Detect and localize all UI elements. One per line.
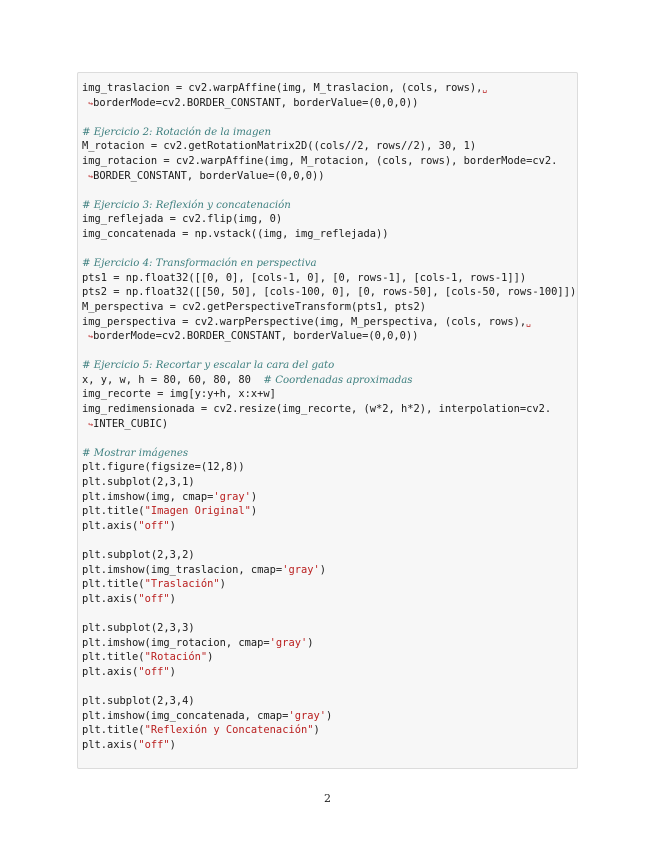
code-line <box>82 300 576 315</box>
code-comment-line <box>82 125 576 140</box>
comment-text: # Ejercicio 2: Rotación de la imagen <box>82 126 272 138</box>
string-literal: "Traslación" <box>144 578 220 591</box>
inline-comment: # Coordenadas aproximadas <box>263 374 413 386</box>
code-line <box>82 504 576 519</box>
code-line <box>82 285 576 300</box>
code-line <box>82 344 576 359</box>
string-literal: 'gray' <box>213 490 251 503</box>
code-text: img_rotacion = cv2.warpAffine(img, M_rotacion, (cols, rows), borderMode=cv2. <box>82 154 558 167</box>
code-text: plt.subplot(2,3,4) <box>82 694 195 707</box>
code-line <box>82 315 576 330</box>
code-text: INTER_CUBIC) <box>93 417 169 430</box>
code-line <box>82 636 576 651</box>
code-text: img_recorte = img[y:y+h, x:x+w] <box>82 388 276 401</box>
code-text: plt.imshow(img_rotacion, cmap= <box>82 636 270 649</box>
code-line <box>82 723 576 738</box>
code-text: plt.title( <box>82 505 145 518</box>
code-line <box>82 431 576 446</box>
code-text: img_redimensionada = cv2.resize(img_recorte, (w*2, h*2), interpolation=cv2. <box>82 403 552 416</box>
code-line <box>82 694 576 709</box>
code-line <box>82 709 576 724</box>
code-line <box>82 183 576 198</box>
page-number: 2 <box>324 792 331 805</box>
line-continuation-icon: ↪ <box>88 332 94 342</box>
code-text: img_perspectiva = cv2.warpPerspective(img, M_perspectiva, (cols, rows), <box>82 315 527 328</box>
code-text: plt.subplot(2,3,3) <box>82 621 195 634</box>
code-line <box>82 387 576 402</box>
string-literal: 'gray' <box>288 709 326 722</box>
code-text: pts1 = np.float32([[0, 0], [cols-1, 0], [0, rows-1], [cols-1, rows-1]]) <box>82 271 527 284</box>
code-cell <box>77 72 578 769</box>
code-text: img_reflejada = cv2.flip(img, 0) <box>82 213 283 226</box>
code-line <box>82 577 576 592</box>
code-text: plt.figure(figsize=(12,8)) <box>82 461 245 474</box>
code-text: M_rotacion = cv2.getRotationMatrix2D((cols//2, rows//2), 30, 1) <box>82 140 477 153</box>
string-literal: 'gray' <box>282 563 320 576</box>
line-continuation-icon: ↪ <box>88 98 94 108</box>
code-text: ) <box>169 738 176 751</box>
string-literal: "Imagen Original" <box>144 505 251 518</box>
code-text: ) <box>319 563 326 576</box>
code-line <box>82 519 576 534</box>
code-line <box>82 533 576 548</box>
code-text: plt.axis( <box>82 592 139 605</box>
code-text: ) <box>307 636 314 649</box>
comment-text: # Ejercicio 3: Reflexión y concatenación <box>82 199 291 211</box>
code-line <box>82 81 576 96</box>
code-comment-line <box>82 256 576 271</box>
code-text: ) <box>169 592 176 605</box>
code-line <box>82 271 576 286</box>
code-line <box>82 650 576 665</box>
code-text: ) <box>207 651 214 664</box>
code-text: plt.title( <box>82 578 145 591</box>
code-text: BORDER_CONSTANT, borderValue=(0,0,0)) <box>93 169 325 182</box>
code-line <box>82 475 576 490</box>
comment-text: # Ejercicio 4: Transformación en perspectiva <box>82 258 317 270</box>
code-text: borderMode=cv2.BORDER_CONSTANT, borderValue=(0,0,0)) <box>93 96 419 109</box>
code-text: ) <box>219 578 226 591</box>
code-text: pts2 = np.float32([[50, 50], [cols-100, 0], [0, rows-50], [cols-50, rows-100]]) <box>82 286 577 299</box>
code-text: img_concatenada = np.vstack((img, img_reflejada)) <box>82 227 389 240</box>
code-text: ) <box>250 490 258 503</box>
code-line <box>82 738 576 753</box>
code-comment-line <box>82 446 576 461</box>
code-line <box>82 460 576 475</box>
string-literal: "off" <box>138 519 170 532</box>
code-text: x, y, w, h = 80, 60, 80, 80 <box>82 373 264 386</box>
code-line <box>82 665 576 680</box>
code-line <box>82 329 576 344</box>
string-literal: "off" <box>138 592 170 605</box>
code-text: plt.subplot(2,3,1) <box>82 476 195 489</box>
code-text: ) <box>313 724 320 737</box>
string-literal: 'gray' <box>269 636 308 649</box>
code-line <box>82 402 576 417</box>
code-comment-line <box>82 358 576 373</box>
string-literal: "Rotación" <box>144 651 208 664</box>
code-text: ) <box>250 505 258 518</box>
string-literal: "off" <box>138 738 170 751</box>
code-line <box>82 417 576 432</box>
code-text: plt.imshow(img_concatenada, cmap= <box>82 709 289 722</box>
code-text: plt.axis( <box>82 665 139 678</box>
code-comment-line <box>82 198 576 213</box>
code-line <box>82 592 576 607</box>
code-text: plt.title( <box>82 651 145 664</box>
code-block <box>82 81 576 752</box>
line-continuation-icon: ↪ <box>88 171 94 181</box>
code-text: M_perspectiva = cv2.getPerspectiveTransform(pts1, pts2) <box>82 300 427 313</box>
code-text: borderMode=cv2.BORDER_CONSTANT, borderValue=(0,0,0)) <box>93 330 419 343</box>
code-line <box>82 154 576 169</box>
code-text: plt.subplot(2,3,2) <box>82 549 195 561</box>
code-text: plt.axis( <box>82 738 139 751</box>
line-wrap-icon: ␣ <box>482 84 488 93</box>
code-line <box>82 169 576 184</box>
code-line <box>82 679 576 694</box>
string-literal: "off" <box>138 665 170 678</box>
code-line <box>82 212 576 227</box>
code-line <box>82 227 576 242</box>
code-line <box>82 548 576 563</box>
code-text: plt.axis( <box>82 519 139 532</box>
code-text: img_traslacion = cv2.warpAffine(img, M_traslacion, (cols, rows), <box>82 82 483 94</box>
code-text: ) <box>169 665 176 678</box>
code-line <box>82 490 576 505</box>
comment-text: # Ejercicio 5: Recortar y escalar la cara del gato <box>82 360 335 372</box>
code-line <box>82 373 576 388</box>
code-line <box>82 606 576 621</box>
code-text: ) <box>169 519 176 532</box>
line-continuation-icon: ↪ <box>88 419 94 429</box>
code-line <box>82 563 576 578</box>
code-text: ) <box>326 709 333 722</box>
comment-text: # Mostrar imágenes <box>82 447 189 459</box>
code-line <box>82 139 576 154</box>
line-wrap-icon: ␣ <box>526 317 531 327</box>
code-line <box>82 96 576 111</box>
code-line <box>82 242 576 257</box>
string-literal: "Reflexión y Concatenación" <box>144 724 314 737</box>
code-text: plt.title( <box>82 724 145 737</box>
code-text: plt.imshow(img_traslacion, cmap= <box>82 563 283 576</box>
code-text: plt.imshow(img, cmap= <box>82 490 214 503</box>
code-line <box>82 110 576 125</box>
code-line <box>82 621 576 636</box>
